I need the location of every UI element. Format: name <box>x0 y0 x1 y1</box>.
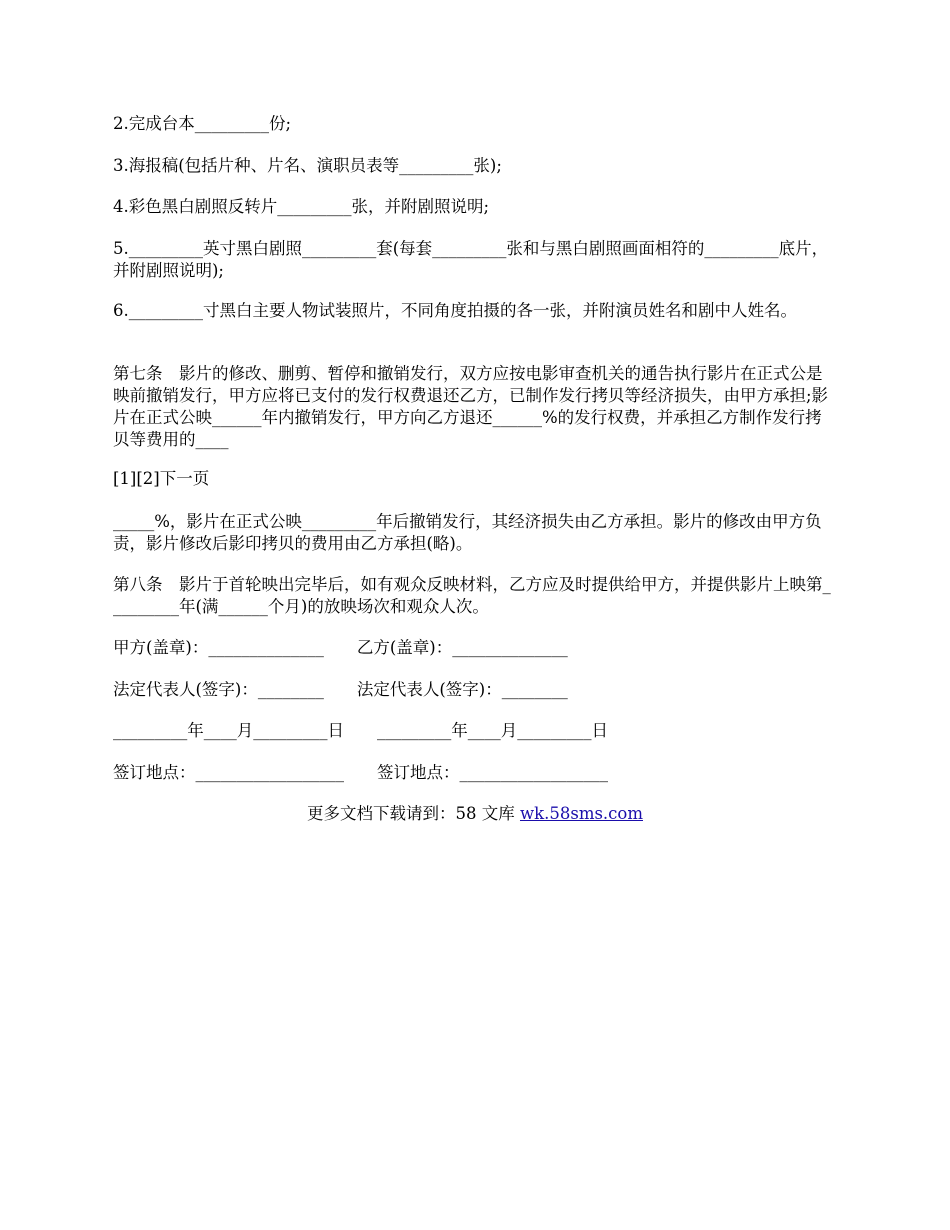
party-seal-line: 甲方(盖章)：______________ 乙方(盖章)：______________ <box>113 638 568 657</box>
legal-representative-line: 法定代表人(签字)：________ 法定代表人(签字)：________ <box>113 680 568 699</box>
footer-text: 更多文档下载请到：58 文库 <box>306 804 520 823</box>
article-7-paragraph: 第七条 影片的修改、删剪、暂停和撤销发行，双方应按电影审查机关的通告执行影片在正式公是映前撤销发行，甲方应将已支付的发行权费退还乙方，已制作发行拷贝等经济损失，由甲方承担;影片在正式公映______年内撤销发行，甲方向乙方退还______%的发行权费，并承担乙方制作发行拷贝等费用的____ <box>113 364 829 449</box>
signing-date-line: _________年____月_________日 _________年____月_________日 <box>113 721 608 740</box>
pagination-text: [1][2]下一页 <box>113 469 210 488</box>
article-7-continued: _____%，影片在正式公映_________年后撤销发行，其经济损失由乙方承担。影片的修改由甲方负责，影片修改后影印拷贝的费用由乙方承担(略)。 <box>113 512 822 553</box>
footer-link[interactable]: wk.58sms.com <box>519 804 643 823</box>
item-5-bw-stills: 5._________英寸黑白剧照_________套(每套_________张和与黑白剧照画面相符的_________底片，并附剧照说明); <box>113 239 829 280</box>
article-8-paragraph: 第八条 影片于首轮映出完毕后，如有观众反映材料，乙方应及时提供给甲方，并提供影片上映第_________年(满______个月)的放映场次和观众人次。 <box>113 575 831 616</box>
item-6-costume-photos: 6._________寸黑白主要人物试装照片，不同角度拍摄的各一张，并附演员姓名和剧中人姓名。 <box>113 301 797 320</box>
footer-download-note <box>0 803 950 825</box>
signing-place-line: 签订地点：__________________ 签订地点：__________________ <box>113 763 608 782</box>
item-3-poster-drafts: 3.海报稿(包括片种、片名、演职员表等_________张); <box>113 156 502 175</box>
item-4-color-slides: 4.彩色黑白剧照反转片_________张，并附剧照说明; <box>113 197 490 216</box>
item-2-script-copies: 2.完成台本_________份; <box>113 114 292 133</box>
